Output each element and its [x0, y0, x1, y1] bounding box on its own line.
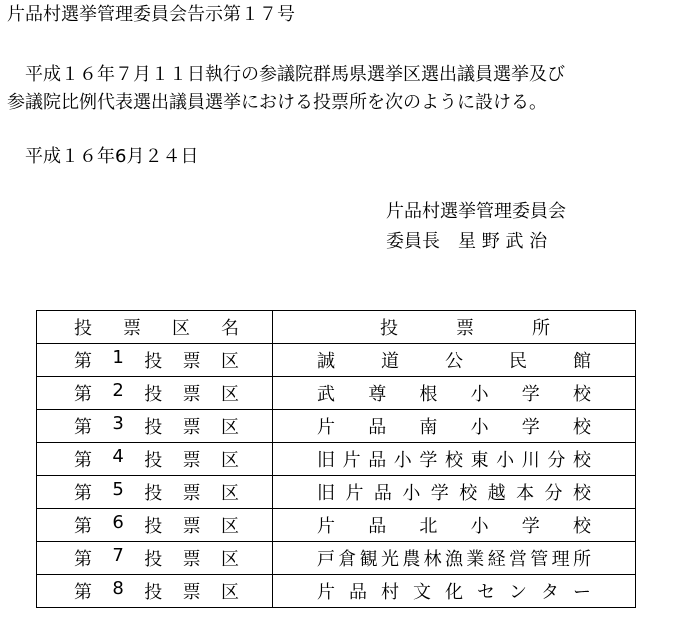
notice-title: 片品村選挙管理委員会告示第１７号	[7, 4, 295, 25]
district-name-cell	[37, 575, 273, 608]
cell-char: 票	[182, 384, 201, 405]
cell-char: 区	[220, 549, 239, 570]
cell-char: 校	[572, 384, 591, 405]
cell-char: 6	[112, 512, 124, 533]
cell-char: 小	[470, 417, 489, 438]
notice-body-line-1: 平成１６年７月１１日執行の参議院群馬県選挙区選出議員選挙及び	[7, 64, 565, 85]
cell-char: 品	[368, 516, 387, 537]
polling-location-cell	[273, 443, 636, 476]
district-name	[37, 578, 272, 604]
cell-char: 第	[74, 351, 92, 372]
cell-char: 道	[381, 351, 399, 372]
cell-char: 片	[317, 417, 335, 438]
cell-char: 営	[508, 549, 527, 570]
district-name-cell	[37, 509, 273, 542]
cell-char: 分	[547, 450, 566, 471]
cell-char: 小	[496, 450, 515, 471]
district-name	[37, 512, 272, 538]
cell-char: セ	[477, 582, 495, 603]
cell-char: 第	[74, 417, 92, 438]
cell-char: 投	[144, 450, 163, 471]
notice-date: 平成１６年6月２４日	[7, 146, 199, 167]
cell-char: 川	[521, 450, 540, 471]
cell-char: 票	[123, 318, 141, 339]
polling-location-cell	[273, 575, 636, 608]
polling-location	[273, 347, 635, 373]
cell-char: 第	[74, 384, 92, 405]
cell-char: 票	[182, 450, 201, 471]
cell-char: 票	[456, 318, 474, 339]
cell-char: 小	[402, 483, 421, 504]
district-name-cell	[37, 410, 273, 443]
cell-char: 投	[144, 516, 163, 537]
cell-char: 投	[144, 351, 163, 372]
cell-char: 5	[112, 479, 124, 500]
polling-location	[273, 578, 635, 604]
cell-char: 誠	[317, 351, 335, 372]
header-location-chars	[273, 314, 635, 340]
cell-char: 2	[112, 380, 124, 401]
district-name-cell	[37, 344, 273, 377]
cell-char: 経	[487, 549, 506, 570]
cell-char: 林	[423, 549, 442, 570]
cell-char: 第	[74, 450, 92, 471]
cell-char: 区	[220, 351, 239, 372]
cell-char: 1	[112, 347, 124, 368]
cell-char: 東	[470, 450, 489, 471]
cell-char: 北	[419, 516, 438, 537]
cell-char: 校	[572, 417, 591, 438]
table-row	[37, 344, 636, 377]
cell-char: 品	[373, 483, 392, 504]
polling-location-cell	[273, 509, 636, 542]
cell-char: 尊	[368, 384, 387, 405]
cell-char: 所	[532, 318, 550, 339]
notice-body-line-2: 参議院比例代表選出議員選挙における投票所を次のように設ける。	[7, 92, 547, 113]
cell-char: 農	[402, 549, 421, 570]
polling-location	[273, 512, 635, 538]
cell-char: 4	[112, 446, 124, 467]
cell-char: 校	[572, 483, 591, 504]
header-district-name	[37, 311, 273, 344]
cell-char: 学	[419, 450, 438, 471]
cell-char: 票	[182, 417, 201, 438]
cell-char: 学	[521, 516, 540, 537]
cell-char: 小	[470, 384, 489, 405]
cell-char: 民	[509, 351, 527, 372]
cell-char: 区	[220, 417, 239, 438]
cell-char: 校	[572, 516, 591, 537]
cell-char: 漁	[444, 549, 463, 570]
issuer-organization: 片品村選挙管理委員会	[386, 201, 566, 222]
cell-char: 旧	[317, 450, 335, 471]
cell-char: 倉	[338, 549, 357, 570]
cell-char: 区	[172, 318, 190, 339]
cell-char: 区	[220, 516, 239, 537]
cell-char: 学	[521, 417, 540, 438]
cell-char: 品	[368, 450, 387, 471]
issuer-chairperson: 委員長 星 野 武 治	[386, 231, 548, 252]
cell-char: 第	[74, 516, 92, 537]
cell-char: 投	[144, 483, 163, 504]
cell-char: 根	[419, 384, 438, 405]
district-name-cell	[37, 443, 273, 476]
cell-char: 小	[393, 450, 412, 471]
cell-char: 第	[74, 483, 92, 504]
district-name	[37, 545, 272, 571]
polling-stations-table	[36, 310, 636, 608]
cell-char: 投	[144, 582, 163, 603]
cell-char: 館	[573, 351, 591, 372]
cell-char: 第	[74, 582, 92, 603]
cell-char: 本	[516, 483, 535, 504]
cell-char: タ	[541, 582, 559, 603]
cell-char: 票	[182, 582, 201, 603]
cell-char: 区	[220, 483, 239, 504]
district-name-cell	[37, 542, 273, 575]
cell-char: 片	[342, 450, 361, 471]
polling-location	[273, 446, 635, 472]
polling-location-cell	[273, 476, 636, 509]
cell-char: 片	[317, 582, 335, 603]
district-name	[37, 347, 272, 373]
cell-char: 品	[349, 582, 367, 603]
table-row	[37, 509, 636, 542]
polling-location	[273, 413, 635, 439]
cell-char: 7	[112, 545, 124, 566]
cell-char: 化	[445, 582, 463, 603]
cell-char: 所	[572, 549, 591, 570]
cell-char: 投	[144, 549, 163, 570]
district-name-cell	[37, 476, 273, 509]
polling-location-cell	[273, 344, 636, 377]
cell-char: ン	[509, 582, 527, 603]
cell-char: 村	[381, 582, 399, 603]
cell-char: 校	[572, 450, 591, 471]
cell-char: 管	[530, 549, 549, 570]
polling-location	[273, 380, 635, 406]
cell-char: 票	[182, 516, 201, 537]
cell-char: 票	[182, 483, 201, 504]
cell-char: 3	[112, 413, 124, 434]
cell-char: 票	[182, 351, 201, 372]
cell-char: 公	[445, 351, 463, 372]
cell-char: 投	[74, 318, 92, 339]
cell-char: 票	[182, 549, 201, 570]
cell-char: 区	[220, 582, 239, 603]
table-header-row	[37, 311, 636, 344]
cell-char: 文	[413, 582, 431, 603]
cell-char: 学	[521, 384, 540, 405]
cell-char: ー	[573, 582, 591, 603]
cell-char: 業	[466, 549, 485, 570]
district-name	[37, 446, 272, 472]
polling-location	[273, 545, 635, 571]
cell-char: 校	[459, 483, 478, 504]
polling-location-cell	[273, 542, 636, 575]
cell-char: 投	[144, 384, 163, 405]
cell-char: 戸	[317, 549, 335, 570]
table-body	[37, 344, 636, 608]
cell-char: 投	[380, 318, 398, 339]
polling-location-cell	[273, 410, 636, 443]
cell-char: 片	[345, 483, 364, 504]
table-row	[37, 542, 636, 575]
table-row	[37, 476, 636, 509]
cell-char: 区	[220, 450, 239, 471]
cell-char: 投	[144, 417, 163, 438]
district-name	[37, 479, 272, 505]
table-row	[37, 575, 636, 608]
cell-char: 理	[551, 549, 570, 570]
cell-char: 南	[419, 417, 438, 438]
cell-char: 小	[470, 516, 489, 537]
cell-char: 旧	[317, 483, 335, 504]
cell-char: 片	[317, 516, 335, 537]
cell-char: 分	[544, 483, 563, 504]
polling-location-cell	[273, 377, 636, 410]
cell-char: 区	[220, 384, 239, 405]
cell-char: 越	[487, 483, 506, 504]
cell-char: 品	[368, 417, 387, 438]
district-name-cell	[37, 377, 273, 410]
cell-char: 観	[359, 549, 378, 570]
cell-char: 名	[221, 318, 239, 339]
district-name	[37, 413, 272, 439]
cell-char: 光	[380, 549, 399, 570]
district-name	[37, 380, 272, 406]
cell-char: 校	[444, 450, 463, 471]
header-polling-location	[273, 311, 636, 344]
table-row	[37, 410, 636, 443]
table-row	[37, 443, 636, 476]
cell-char: 第	[74, 549, 92, 570]
cell-char: 8	[112, 578, 124, 599]
cell-char: 学	[430, 483, 449, 504]
header-district-chars	[37, 314, 272, 340]
cell-char: 武	[317, 384, 335, 405]
table-row	[37, 377, 636, 410]
polling-location	[273, 479, 635, 505]
